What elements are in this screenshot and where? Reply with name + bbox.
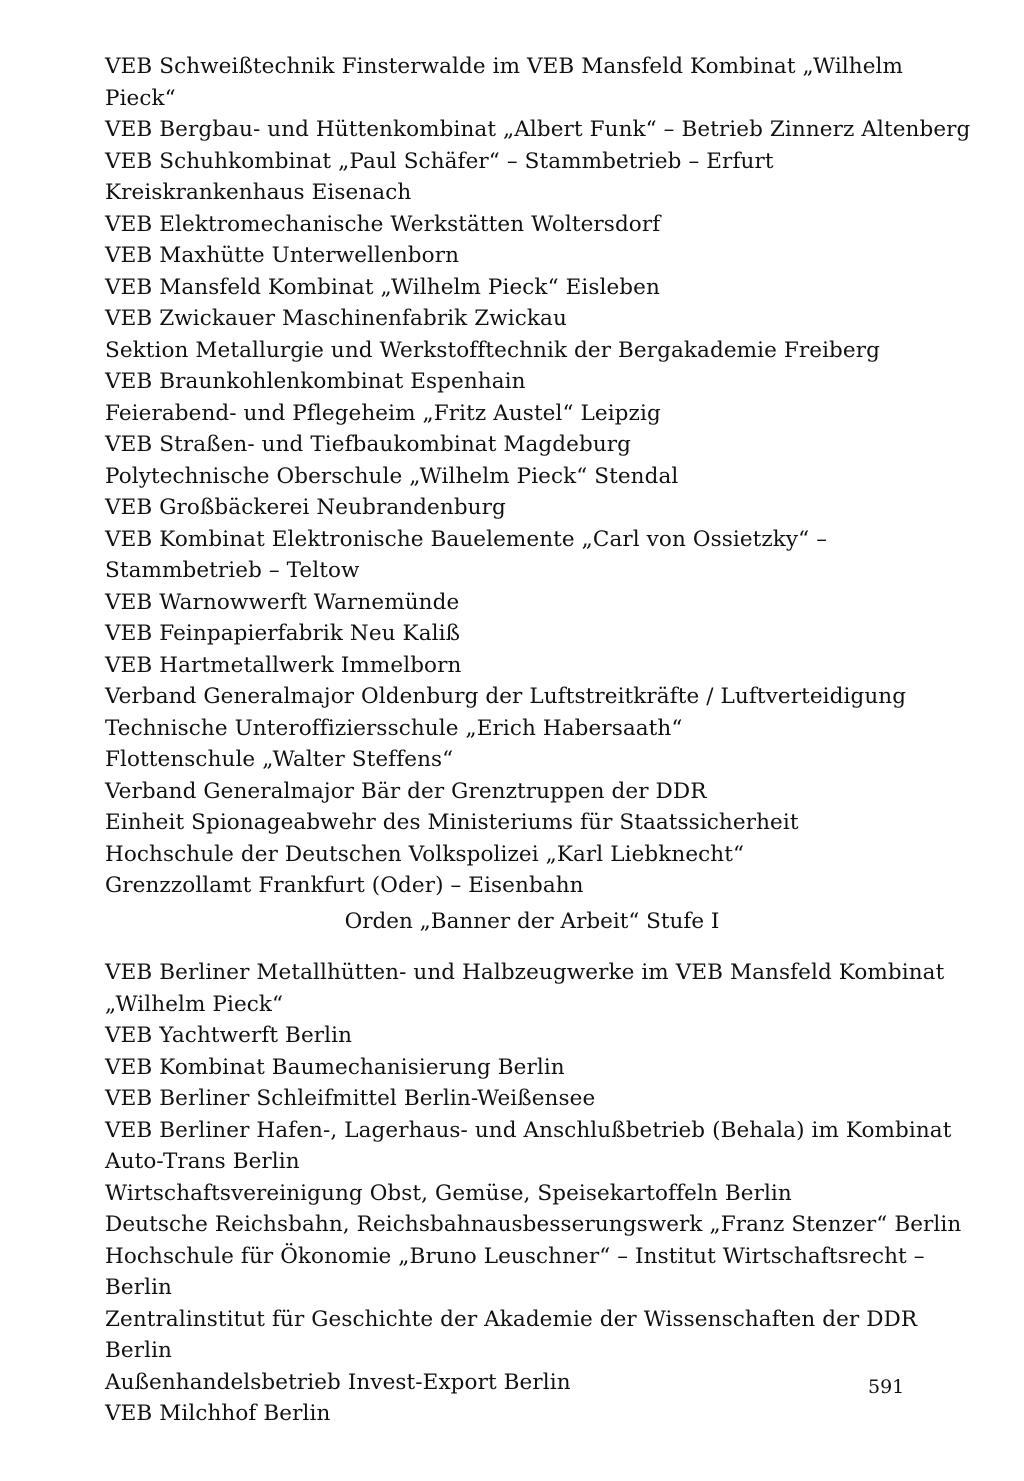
list-item: VEB Mansfeld Kombinat „Wilhelm Pieck“ Eisleben <box>105 274 660 300</box>
list-item: Hochschule der Deutschen Volkspolizei „Karl Liebknecht“ <box>105 841 745 867</box>
list-item: VEB Milchhof Berlin <box>105 1401 331 1426</box>
list-item: VEB Berliner Metallhütten- und Halbzeugwerke im VEB Mansfeld Kombinat „Wilhelm Pieck“ <box>105 960 945 1017</box>
list-item: Polytechnische Oberschule „Wilhelm Pieck“ Stendal <box>105 463 679 489</box>
list-item: Flottenschule „Walter Steffens“ <box>105 747 454 772</box>
list-item: VEB Warnowwerft Warnemünde <box>105 589 460 615</box>
list-item: VEB Schuhkombinat „Paul Schäfer“ – Stammbetrieb – Erfurt <box>105 148 774 174</box>
list-item: VEB Schweißtechnik Finsterwalde im VEB Mansfeld Kombinat „Wilhelm Pieck“ <box>105 54 903 111</box>
list-item: Wirtschaftsvereinigung Obst, Gemüse, Speisekartoffeln Berlin <box>105 1180 792 1206</box>
list-item: Kreiskrankenhaus Eisenach <box>105 180 412 205</box>
list-item: VEB Berliner Hafen-, Lagerhaus- und Anschlußbetrieb (Behala) im Kombinat Auto-Trans Berlin <box>105 1117 952 1174</box>
list-item: VEB Elektromechanische Werkstätten Woltersdorf <box>105 211 661 237</box>
list-item: Hochschule für Ökonomie „Bruno Leuschner“ – Institut Wirtschaftsrecht – Berlin <box>105 1243 925 1300</box>
list-item: VEB Maxhütte Unterwellenborn <box>105 243 460 268</box>
list-item: VEB Straßen- und Tiefbaukombinat Magdeburg <box>105 432 632 457</box>
list-item: VEB Kombinat Elektronische Bauelemente „Carl von Ossietzky“ – Stammbetrieb – Teltow <box>105 526 828 583</box>
section-heading: Orden „Banner der Arbeit“ Stufe I <box>344 909 720 934</box>
list-item: Verband Generalmajor Bär der Grenztruppen der DDR <box>105 778 707 804</box>
list-item: VEB Yachtwerft Berlin <box>105 1023 353 1048</box>
list-item: VEB Feinpapierfabrik Neu Kaliß <box>105 621 461 646</box>
list-item: Verband Generalmajor Oldenburg der Luftstreitkräfte / Luftverteidigung <box>105 684 907 709</box>
list-item: Außenhandelsbetrieb Invest-Export Berlin <box>105 1369 571 1395</box>
list-item: Sektion Metallurgie und Werkstofftechnik der Bergakademie Freiberg <box>105 337 880 363</box>
list-item: VEB Braunkohlenkombinat Espenhain <box>105 369 526 394</box>
list-item: Zentralinstitut für Geschichte der Akademie der Wissenschaften der DDR Berlin <box>105 1306 918 1363</box>
list-item: Technische Unteroffiziersschule „Erich Habersaath“ <box>105 715 683 741</box>
list-item: VEB Kombinat Baumechanisierung Berlin <box>105 1054 565 1080</box>
list-item: VEB Großbäckerei Neubrandenburg <box>105 495 506 520</box>
award-recipient-list-2 <box>105 957 975 1430</box>
list-item: Feierabend- und Pflegeheim „Fritz Austel“ Leipzig <box>105 400 661 426</box>
page-number: 591 <box>868 1376 905 1398</box>
list-item: Grenzzollamt Frankfurt (Oder) – Eisenbahn <box>105 873 584 898</box>
list-item: Deutsche Reichsbahn, Reichsbahnausbesserungswerk „Franz Stenzer“ Berlin <box>105 1212 962 1237</box>
list-item: VEB Berliner Schleifmittel Berlin-Weißensee <box>105 1086 596 1111</box>
list-item: VEB Hartmetallwerk Immelborn <box>105 652 462 678</box>
list-item: VEB Zwickauer Maschinenfabrik Zwickau <box>105 306 567 331</box>
list-item: VEB Bergbau- und Hüttenkombinat „Albert Funk“ – Betrieb Zinnerz Altenberg <box>105 117 971 142</box>
award-recipient-list-1 <box>105 51 975 902</box>
list-item: Einheit Spionageabwehr des Ministeriums für Staatssicherheit <box>105 810 799 835</box>
